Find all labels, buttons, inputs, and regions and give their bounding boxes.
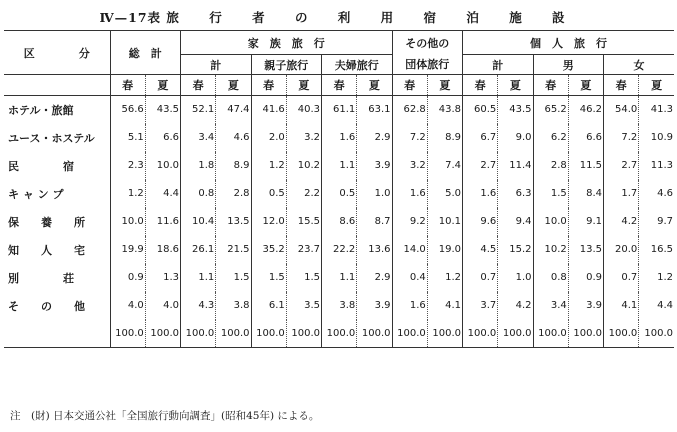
table-cell: 46.2 <box>568 96 603 124</box>
header-male: 男 <box>533 55 604 75</box>
table-cell: 41.3 <box>639 96 674 124</box>
table-row <box>4 152 674 180</box>
season-summer: 夏 <box>145 75 180 96</box>
table-cell: 6.1 <box>251 292 286 320</box>
table-cell: 0.4 <box>392 264 427 292</box>
table-cell: 100.0 <box>533 320 568 348</box>
table-cell: 1.6 <box>322 124 357 152</box>
table-cell: 10.2 <box>286 152 321 180</box>
table-cell: 11.5 <box>568 152 603 180</box>
table-cell: 40.3 <box>286 96 321 124</box>
table-cell: 100.0 <box>639 320 674 348</box>
row-label: 保 養 所 <box>8 215 85 229</box>
source-note: 注 (財) 日本交通公社「全国旅行動向調査」(昭和45年) による。 <box>10 410 320 422</box>
table-cell: 1.3 <box>145 264 180 292</box>
table-cell: 54.0 <box>604 96 639 124</box>
table-cell: 100.0 <box>357 320 392 348</box>
table-cell: 0.5 <box>322 180 357 208</box>
header-blank <box>4 75 110 96</box>
table-cell: 11.6 <box>145 208 180 236</box>
table-cell: 2.8 <box>533 152 568 180</box>
table-cell: 4.0 <box>110 292 145 320</box>
table-cell: 2.2 <box>286 180 321 208</box>
table-cell: 3.5 <box>286 292 321 320</box>
table-cell: 8.7 <box>357 208 392 236</box>
table-cell: 9.0 <box>498 124 533 152</box>
table-cell: 1.6 <box>392 180 427 208</box>
row-label: そ の 他 <box>8 299 85 313</box>
table-cell: 100.0 <box>427 320 462 348</box>
table-cell: 5.0 <box>427 180 462 208</box>
table-cell: 9.4 <box>498 208 533 236</box>
table-cell: 52.1 <box>181 96 216 124</box>
table-cell: 7.4 <box>427 152 462 180</box>
table-cell: 21.5 <box>216 236 251 264</box>
table-cell: 10.2 <box>533 236 568 264</box>
table-cell: 4.2 <box>604 208 639 236</box>
table-cell: 43.5 <box>498 96 533 124</box>
table-caption: 旅 行 者 の 利 用 宿 泊 施 設 <box>166 10 578 25</box>
table-cell: 1.2 <box>639 264 674 292</box>
table-cell: 16.5 <box>639 236 674 264</box>
table-row <box>4 124 674 152</box>
season-spring: 春 <box>604 75 639 96</box>
season-summer: 夏 <box>568 75 603 96</box>
table-cell: 43.8 <box>427 96 462 124</box>
table-cell: 11.4 <box>498 152 533 180</box>
table-cell: 23.7 <box>286 236 321 264</box>
table-cell: 6.3 <box>498 180 533 208</box>
accommodation-table <box>4 30 674 348</box>
table-cell: 100.0 <box>216 320 251 348</box>
season-spring: 春 <box>463 75 498 96</box>
table-title <box>0 8 677 26</box>
table-cell: 0.8 <box>533 264 568 292</box>
table-cell: 1.0 <box>498 264 533 292</box>
table-cell: 65.2 <box>533 96 568 124</box>
table-cell: 60.5 <box>463 96 498 124</box>
table-cell: 5.1 <box>110 124 145 152</box>
table-cell: 10.0 <box>145 152 180 180</box>
table-cell: 10.9 <box>639 124 674 152</box>
table-cell: 15.5 <box>286 208 321 236</box>
header-fufu: 夫婦旅行 <box>322 55 393 75</box>
table-cell: 9.6 <box>463 208 498 236</box>
table-cell: 22.2 <box>322 236 357 264</box>
table-cell: 100.0 <box>110 320 145 348</box>
table-cell: 3.7 <box>463 292 498 320</box>
row-label: ホテル・旅館 <box>8 103 74 117</box>
table-cell: 13.5 <box>568 236 603 264</box>
table-cell: 0.9 <box>110 264 145 292</box>
header-other: その他の <box>392 31 463 55</box>
table-cell: 3.8 <box>322 292 357 320</box>
season-summer: 夏 <box>357 75 392 96</box>
table-cell: 1.1 <box>322 264 357 292</box>
table-cell: 4.6 <box>216 124 251 152</box>
season-spring: 春 <box>181 75 216 96</box>
table-row <box>4 320 674 348</box>
table-cell: 3.4 <box>533 292 568 320</box>
header-dantai: 団体旅行 <box>392 55 463 75</box>
table-cell: 8.9 <box>216 152 251 180</box>
table-cell: 1.8 <box>181 152 216 180</box>
row-label: キ ャ ン プ <box>8 187 64 201</box>
table-cell: 10.0 <box>110 208 145 236</box>
table-cell: 61.1 <box>322 96 357 124</box>
table-cell: 1.5 <box>251 264 286 292</box>
table-cell: 3.9 <box>357 152 392 180</box>
table-body <box>4 96 674 348</box>
table-cell: 0.9 <box>568 264 603 292</box>
table-cell: 8.9 <box>427 124 462 152</box>
table-cell: 100.0 <box>181 320 216 348</box>
table-cell: 1.5 <box>533 180 568 208</box>
season-spring: 春 <box>392 75 427 96</box>
table-cell: 47.4 <box>216 96 251 124</box>
table-cell: 26.1 <box>181 236 216 264</box>
table-cell: 43.5 <box>145 96 180 124</box>
table-cell: 15.2 <box>498 236 533 264</box>
season-summer: 夏 <box>216 75 251 96</box>
table-row <box>4 180 674 208</box>
table-cell: 4.1 <box>427 292 462 320</box>
row-label: 知 人 宅 <box>8 243 85 257</box>
header-total: 総 計 <box>110 31 181 75</box>
table-cell: 62.8 <box>392 96 427 124</box>
table-cell: 6.7 <box>463 124 498 152</box>
table-cell: 63.1 <box>357 96 392 124</box>
table-cell: 19.0 <box>427 236 462 264</box>
header-family-total: 計 <box>181 55 252 75</box>
table-cell: 1.1 <box>322 152 357 180</box>
table-cell: 100.0 <box>145 320 180 348</box>
season-summer: 夏 <box>639 75 674 96</box>
table-cell: 8.4 <box>568 180 603 208</box>
table-cell: 3.9 <box>357 292 392 320</box>
table-cell: 100.0 <box>286 320 321 348</box>
table-cell: 3.9 <box>568 292 603 320</box>
table-cell: 1.5 <box>286 264 321 292</box>
table-cell: 1.1 <box>181 264 216 292</box>
header-family: 家 族 旅 行 <box>181 31 393 55</box>
table-row <box>4 264 674 292</box>
table-cell: 0.7 <box>604 264 639 292</box>
table-cell: 3.8 <box>216 292 251 320</box>
season-summer: 夏 <box>427 75 462 96</box>
table-cell: 12.0 <box>251 208 286 236</box>
table-cell: 0.8 <box>181 180 216 208</box>
table-cell: 9.7 <box>639 208 674 236</box>
table-cell: 6.2 <box>533 124 568 152</box>
table-row <box>4 96 674 124</box>
season-spring: 春 <box>322 75 357 96</box>
table-cell: 7.2 <box>392 124 427 152</box>
table-cell: 4.5 <box>463 236 498 264</box>
table-cell: 2.7 <box>604 152 639 180</box>
season-spring: 春 <box>110 75 145 96</box>
table-cell: 100.0 <box>392 320 427 348</box>
table-cell: 1.5 <box>216 264 251 292</box>
table-cell: 0.5 <box>251 180 286 208</box>
table-cell: 4.4 <box>145 180 180 208</box>
table-cell: 1.6 <box>392 292 427 320</box>
table-cell: 4.0 <box>145 292 180 320</box>
table-cell: 2.3 <box>110 152 145 180</box>
season-spring: 春 <box>251 75 286 96</box>
table-cell: 1.2 <box>110 180 145 208</box>
table-cell: 1.2 <box>427 264 462 292</box>
table-cell: 11.3 <box>639 152 674 180</box>
row-label <box>4 320 110 348</box>
table-row <box>4 292 674 320</box>
row-label: 別 荘 <box>8 271 74 285</box>
table-cell: 100.0 <box>568 320 603 348</box>
table-cell: 2.7 <box>463 152 498 180</box>
table-cell: 18.6 <box>145 236 180 264</box>
table-cell: 9.1 <box>568 208 603 236</box>
season-row <box>4 75 674 96</box>
table-cell: 3.2 <box>392 152 427 180</box>
table-cell: 0.7 <box>463 264 498 292</box>
table-cell: 4.6 <box>639 180 674 208</box>
header-individual-total: 計 <box>463 55 534 75</box>
table-cell: 13.5 <box>216 208 251 236</box>
table-cell: 100.0 <box>498 320 533 348</box>
table-cell: 4.2 <box>498 292 533 320</box>
table-cell: 1.2 <box>251 152 286 180</box>
table-cell: 8.6 <box>322 208 357 236</box>
table-cell: 2.9 <box>357 124 392 152</box>
table-cell: 100.0 <box>604 320 639 348</box>
table-cell: 19.9 <box>110 236 145 264</box>
table-cell: 100.0 <box>322 320 357 348</box>
table-row <box>4 236 674 264</box>
table-cell: 10.0 <box>533 208 568 236</box>
header-kubun: 区 分 <box>4 31 110 75</box>
season-summer: 夏 <box>286 75 321 96</box>
table-cell: 3.2 <box>286 124 321 152</box>
table-cell: 4.3 <box>181 292 216 320</box>
table-cell: 2.9 <box>357 264 392 292</box>
table-cell: 1.6 <box>463 180 498 208</box>
season-summer: 夏 <box>498 75 533 96</box>
table-cell: 41.6 <box>251 96 286 124</box>
row-label: ユース・ホステル <box>8 131 95 145</box>
table-cell: 14.0 <box>392 236 427 264</box>
row-label: 民 宿 <box>8 159 74 173</box>
table-cell: 4.1 <box>604 292 639 320</box>
header-individual: 個 人 旅 行 <box>463 31 675 55</box>
table-cell: 7.2 <box>604 124 639 152</box>
table-cell: 35.2 <box>251 236 286 264</box>
table-number: Ⅳ—17表 <box>99 10 162 25</box>
table-cell: 6.6 <box>145 124 180 152</box>
table-cell: 10.4 <box>181 208 216 236</box>
table-cell: 2.8 <box>216 180 251 208</box>
table-cell: 4.4 <box>639 292 674 320</box>
table-cell: 1.7 <box>604 180 639 208</box>
header-female: 女 <box>604 55 675 75</box>
table-cell: 1.0 <box>357 180 392 208</box>
season-spring: 春 <box>533 75 568 96</box>
table-cell: 9.2 <box>392 208 427 236</box>
table-cell: 56.6 <box>110 96 145 124</box>
table-cell: 3.4 <box>181 124 216 152</box>
table-cell: 20.0 <box>604 236 639 264</box>
table-cell: 100.0 <box>463 320 498 348</box>
table-cell: 10.1 <box>427 208 462 236</box>
header-oyako: 親子旅行 <box>251 55 322 75</box>
table-cell: 2.0 <box>251 124 286 152</box>
table-cell: 100.0 <box>251 320 286 348</box>
table-row <box>4 208 674 236</box>
table-cell: 13.6 <box>357 236 392 264</box>
table-cell: 6.6 <box>568 124 603 152</box>
